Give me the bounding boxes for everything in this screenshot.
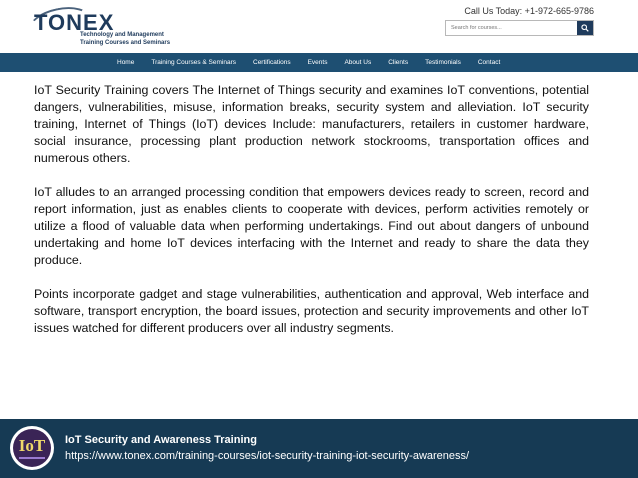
site-header <box>0 0 638 52</box>
nav-item-training-courses[interactable]: Training Courses & Seminars <box>151 59 236 66</box>
footer-url-link[interactable]: https://www.tonex.com/training-courses/iot-security-training-iot-security-awareness/ <box>65 450 470 462</box>
content-paragraph: IoT alludes to an arranged processing condition that empowers devices ready to screen, record and report information, just as enables clients to cooperate with devices, perform activities remotely or utilize a flood of valuable data when performing undertakings. Find out about dangers of unbound undertaking and home IoT devices interfacing with the Internet and ready to share the data they produce. <box>34 185 589 267</box>
search-input[interactable] <box>446 21 574 35</box>
nav-item-certifications[interactable]: Certifications <box>253 59 291 66</box>
search-icon <box>581 24 589 32</box>
iot-badge <box>10 426 54 470</box>
search-button[interactable] <box>577 21 593 35</box>
search-box <box>445 20 594 36</box>
iot-badge-text: IoT <box>18 436 46 455</box>
tonex-logo[interactable] <box>34 8 184 48</box>
nav-item-clients[interactable]: Clients <box>388 59 409 66</box>
main-content <box>34 82 589 354</box>
logo-tagline-line1: Technology and Management <box>80 32 164 38</box>
iot-badge-icon <box>13 429 51 467</box>
nav-item-about-us[interactable]: About Us <box>344 59 372 66</box>
content-paragraph: Points incorporate gadget and stage vulnerabilities, authentication and approval, Web interface and software, transport encryption, the board issues, protection and security improvements and other IoT issues watched for different producers over all industry segments. <box>34 287 589 335</box>
logo-wordmark: TONEX <box>34 10 115 35</box>
footer-title: IoT Security and Awareness Training <box>65 434 257 446</box>
main-nav <box>0 53 638 72</box>
nav-item-contact[interactable]: Contact <box>477 59 501 66</box>
footer-bar <box>0 419 638 478</box>
nav-item-events[interactable]: Events <box>307 59 328 66</box>
badge-circuit-line <box>19 457 45 459</box>
nav-item-testimonials[interactable]: Testimonials <box>425 59 461 66</box>
call-us-text: Call Us Today: +1-972-665-9786 <box>464 6 594 16</box>
nav-item-home[interactable]: Home <box>117 59 135 66</box>
content-paragraph: IoT Security Training covers The Internet of Things security and examines IoT conventions, potential dangers, vulnerabilities, misuse, information breaks, security system and alleviation. IoT security training, Internet of Things (IoT) devices Include: manufacturers, retailers in customer hardware, social insurance, processing plant production network stockrooms, transportation offices and numerous others. <box>34 83 589 165</box>
logo-tagline-line2: Training Courses and Seminars <box>80 40 171 46</box>
